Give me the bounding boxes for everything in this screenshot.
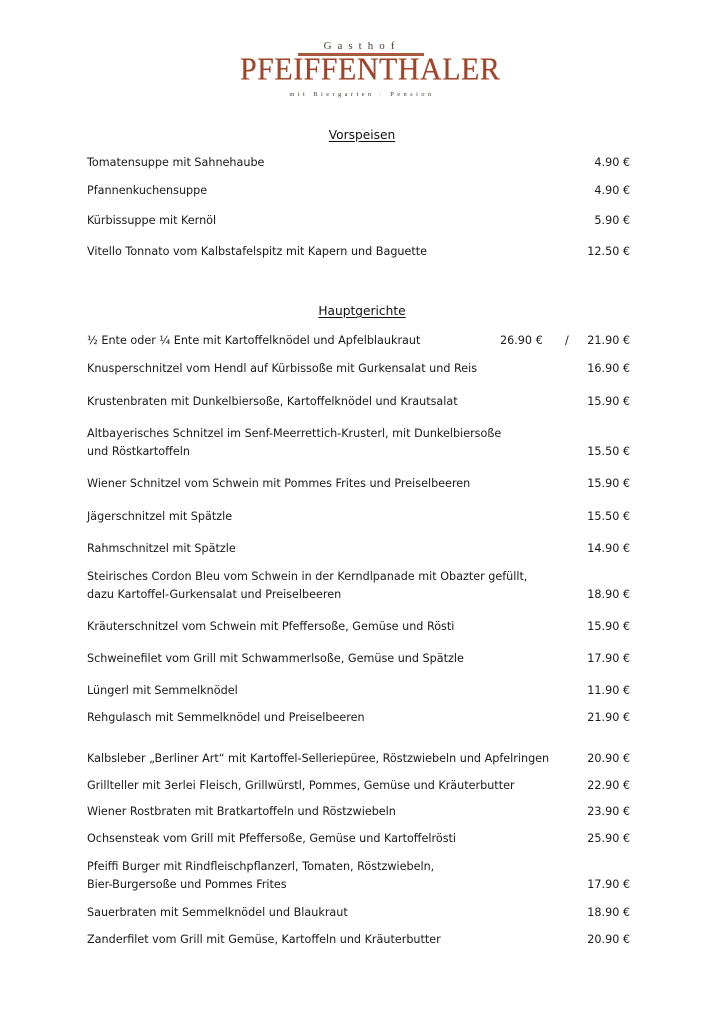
menu-item-name: Kräuterschnitzel vom Schwein mit Pfeffersoße, Gemüse und Rösti: [87, 620, 455, 633]
menu-item-name: Tomatensuppe mit Sahnehaube: [87, 156, 265, 169]
restaurant-logo: [240, 36, 501, 106]
menu-item-name: Altbayerisches Schnitzel im Senf-Meerrettich-Krusterl, mit Dunkelbiersoße: [87, 427, 502, 440]
menu-item-name: Lüngerl mit Semmelknödel: [87, 684, 238, 697]
menu-item-price: 15.90 €: [587, 620, 630, 633]
menu-item-price: 11.90 €: [587, 684, 630, 697]
menu-item-name: Jägerschnitzel mit Spätzle: [87, 510, 233, 523]
menu-item-name: Vitello Tonnato vom Kalbstafelspitz mit Kapern und Baguette: [87, 245, 428, 258]
menu-item-name: Ochsensteak vom Grill mit Pfeffersoße, Gemüse und Kartoffelrösti: [87, 832, 457, 845]
menu-item-name: Wiener Rostbraten mit Bratkartoffeln und Röstzwiebeln: [87, 805, 396, 818]
menu-item-price: 4.90 €: [594, 156, 630, 169]
menu-item-price: 4.90 €: [594, 184, 630, 197]
menu-item-name-line2: und Röstkartoffeln: [87, 445, 190, 458]
menu-item-name-line2: dazu Kartoffel-Gurkensalat und Preiselbeeren: [87, 588, 342, 601]
menu-item-name: Schweinefilet vom Grill mit Schwammerlsoße, Gemüse und Spätzle: [87, 652, 464, 665]
menu-item-name: Pfannenkuchensuppe: [87, 184, 208, 197]
logo-subtitle: mit Biergarten · Pension: [289, 91, 435, 98]
logo-gasthof: Gasthof: [323, 40, 401, 52]
menu-item-name: Zanderfilet vom Grill mit Gemüse, Kartoffeln und Kräuterbutter: [87, 933, 441, 946]
menu-item-price: 21.90 €: [587, 711, 630, 724]
menu-item-price: 15.50 €: [587, 445, 630, 458]
menu-item-price: 23.90 €: [587, 805, 630, 818]
price-separator: /: [565, 334, 569, 347]
menu-item-price: 20.90 €: [587, 752, 630, 765]
menu-item-name: Rahmschnitzel mit Spätzle: [87, 542, 236, 555]
menu-item-name: Knusperschnitzel vom Hendl auf Kürbissoße mit Gurkensalat und Reis: [87, 362, 478, 375]
menu-item-price-half: 26.90 €: [500, 334, 543, 347]
menu-item-name: Pfeiffi Burger mit Rindfleischpflanzerl, Tomaten, Röstzwiebeln,: [87, 860, 435, 873]
menu-item-name: ½ Ente oder ¼ Ente mit Kartoffelknödel und Apfelblaukraut: [87, 334, 421, 347]
menu-item-price: 15.50 €: [587, 510, 630, 523]
menu-item-name: Grillteller mit 3erlei Fleisch, Grillwürstl, Pommes, Gemüse und Kräuterbutter: [87, 779, 515, 792]
menu-item-price: 5.90 €: [594, 214, 630, 227]
section-title-mains: Hauptgerichte: [318, 304, 406, 318]
menu-item-price: 25.90 €: [587, 832, 630, 845]
menu-item-name-line2: Bier-Burgersoße und Pommes Frites: [87, 878, 287, 891]
logo-name: PFEIFFENTHALER: [240, 52, 501, 87]
menu-item-price: 14.90 €: [587, 542, 630, 555]
menu-item-name: Kürbissuppe mit Kernöl: [87, 214, 217, 227]
menu-item-name: Rehgulasch mit Semmelknödel und Preiselbeeren: [87, 711, 365, 724]
menu-item-price: 17.90 €: [587, 652, 630, 665]
menu-item-price: 18.90 €: [587, 906, 630, 919]
menu-item-price: 15.90 €: [587, 477, 630, 490]
menu-item-name: Krustenbraten mit Dunkelbiersoße, Kartoffelknödel und Krautsalat: [87, 395, 458, 408]
section-title-starters: Vorspeisen: [328, 128, 396, 142]
menu-item-price: 20.90 €: [587, 933, 630, 946]
menu-item-price: 21.90 €: [587, 334, 630, 347]
menu-item-name: Sauerbraten mit Semmelknödel und Blaukraut: [87, 906, 348, 919]
menu-item-price: 17.90 €: [587, 878, 630, 891]
menu-item-name: Steirisches Cordon Bleu vom Schwein in der Kerndlpanade mit Obazter gefüllt,: [87, 570, 528, 583]
menu-item-price: 15.90 €: [587, 395, 630, 408]
menu-item-price: 16.90 €: [587, 362, 630, 375]
menu-item-price: 12.50 €: [587, 245, 630, 258]
menu-item-price: 18.90 €: [587, 588, 630, 601]
menu-item-name: Wiener Schnitzel vom Schwein mit Pommes Frites und Preiselbeeren: [87, 477, 471, 490]
menu-item-name: Kalbsleber „Berliner Art“ mit Kartoffel-Selleriepüree, Röstzwiebeln und Apfelringen: [87, 752, 550, 765]
menu-item-price: 22.90 €: [587, 779, 630, 792]
